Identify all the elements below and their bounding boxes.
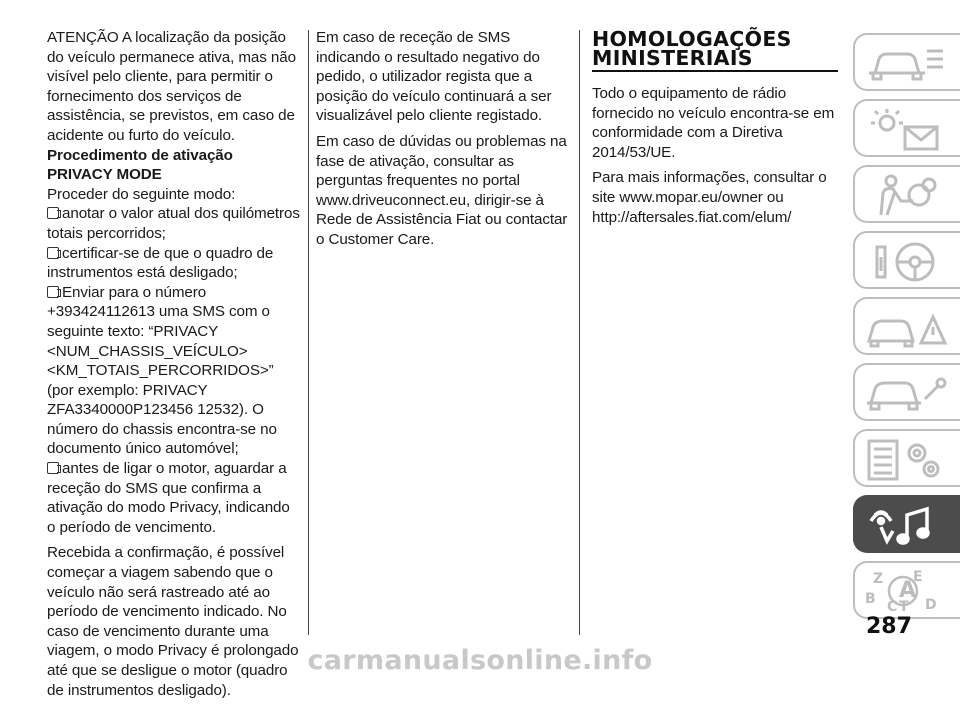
more-info-paragraph: Para mais informações, consultar o site www.mopar.eu/owner ou http://aftersales.fiat.com/elum/ bbox=[592, 169, 827, 226]
alphabetical-index-icon bbox=[861, 567, 951, 617]
bullet-icon bbox=[47, 247, 59, 259]
heading-underline bbox=[592, 70, 838, 72]
tab-safety[interactable] bbox=[853, 165, 960, 223]
tab-starting[interactable] bbox=[853, 231, 960, 289]
bullet-item bbox=[47, 244, 301, 283]
tab-index[interactable] bbox=[853, 561, 960, 619]
bullet-icon bbox=[47, 462, 59, 474]
privacy-procedure-heading: Procedimento de ativação PRIVACY MODE bbox=[47, 146, 233, 184]
tab-maintenance[interactable] bbox=[853, 363, 960, 421]
svg-text:D: D bbox=[925, 597, 937, 613]
bullet-text: certificar-se de que o quadro de instrumentos está desligado; bbox=[47, 244, 274, 282]
bullet-text: anotar o valor atual dos quilómetros totais percorridos; bbox=[47, 205, 300, 242]
tab-technical-data[interactable] bbox=[853, 429, 960, 487]
lights-message-icon bbox=[861, 105, 951, 155]
airbag-seatbelt-icon bbox=[861, 171, 951, 221]
car-service-icon bbox=[861, 369, 951, 419]
chapter-sidebar bbox=[853, 33, 960, 627]
svg-text:B: B bbox=[865, 591, 876, 607]
confirmation-paragraph: Recebida a confirmação, é possível começar a viagem sabendo que o veículo não será rastreado até ao período de vencimento indicado. No caso de vencimento durante uma viagem, o modo Privacy é prolongado até que se desligue o motor (quadro de instrumentos desligado). bbox=[47, 544, 299, 699]
negative-result-paragraph: Em caso de receção de SMS indicando o resultado negativo do pedido, o utilizador regista que a posição do veículo continuará a ser visualizável pelo cliente registado. bbox=[316, 29, 552, 125]
multimedia-music-icon bbox=[861, 501, 951, 551]
column-divider bbox=[579, 30, 580, 635]
svg-text:T: T bbox=[899, 599, 909, 615]
bullet-text: antes de ligar o motor, aguardar a receção do SMS que confirma a ativação do modo Privacy, indicando o período de vencimento. bbox=[47, 460, 290, 536]
bullet-item bbox=[47, 459, 301, 537]
bullet-text: Enviar para o número +393424112613 uma SMS com o seguinte texto: “PRIVACY <NUM_CHASSIS_VEÍCULO> <KM_TOTAIS_PERCORRIDOS>” (por exemplo: PRIVACY ZFA3340000P123456 12532). O número do chassis encontra-se no documento único automóvel; bbox=[47, 283, 277, 458]
column-divider bbox=[308, 30, 309, 635]
heading-line-2: MINISTERIAIS bbox=[592, 46, 753, 70]
svg-text:E: E bbox=[913, 569, 923, 585]
column-left bbox=[47, 28, 301, 706]
car-accident-warning-icon bbox=[861, 303, 951, 353]
svg-text:A: A bbox=[899, 578, 917, 603]
tab-lights[interactable] bbox=[853, 99, 960, 157]
tab-multimedia[interactable] bbox=[853, 495, 960, 553]
column-right bbox=[592, 28, 840, 233]
bullet-icon bbox=[47, 207, 59, 219]
bullet-icon bbox=[47, 286, 59, 298]
attention-paragraph: ATENÇÃO A localização da posição do veículo permanece ativa, mas não visível pelo cliente, para permitir o fornecimento dos serviços de assistência, se previstos, em caso de acidente ou furto do veículo. bbox=[47, 29, 296, 144]
car-dashboard-icon bbox=[861, 39, 951, 89]
key-steering-wheel-icon bbox=[861, 237, 951, 287]
bullet-item bbox=[47, 204, 301, 243]
radio-directive-paragraph: Todo o equipamento de rádio fornecido no veículo encontra-se em conformidade com a Diretiva 2014/53/UE. bbox=[592, 85, 835, 161]
column-middle bbox=[316, 28, 570, 256]
bullet-item bbox=[47, 283, 301, 459]
watermark: carmanualsonline.info bbox=[307, 645, 653, 676]
section-heading bbox=[592, 27, 840, 70]
specifications-gears-icon bbox=[861, 435, 951, 485]
svg-text:Z: Z bbox=[873, 571, 884, 587]
tab-emergency[interactable] bbox=[853, 297, 960, 355]
tab-dashboard[interactable] bbox=[853, 33, 960, 91]
page-number: 287 bbox=[866, 614, 912, 639]
heading-line-1: HOMOLOGAÇÕES bbox=[592, 27, 792, 51]
support-paragraph: Em caso de dúvidas ou problemas na fase de ativação, consultar as perguntas frequentes no portal www.driveuconnect.eu, dirigir-se à Rede de Assistência Fiat ou contactar o Customer Care. bbox=[316, 132, 568, 248]
procedure-lead: Proceder do seguinte modo: bbox=[47, 185, 236, 203]
svg-text:C: C bbox=[887, 599, 898, 615]
